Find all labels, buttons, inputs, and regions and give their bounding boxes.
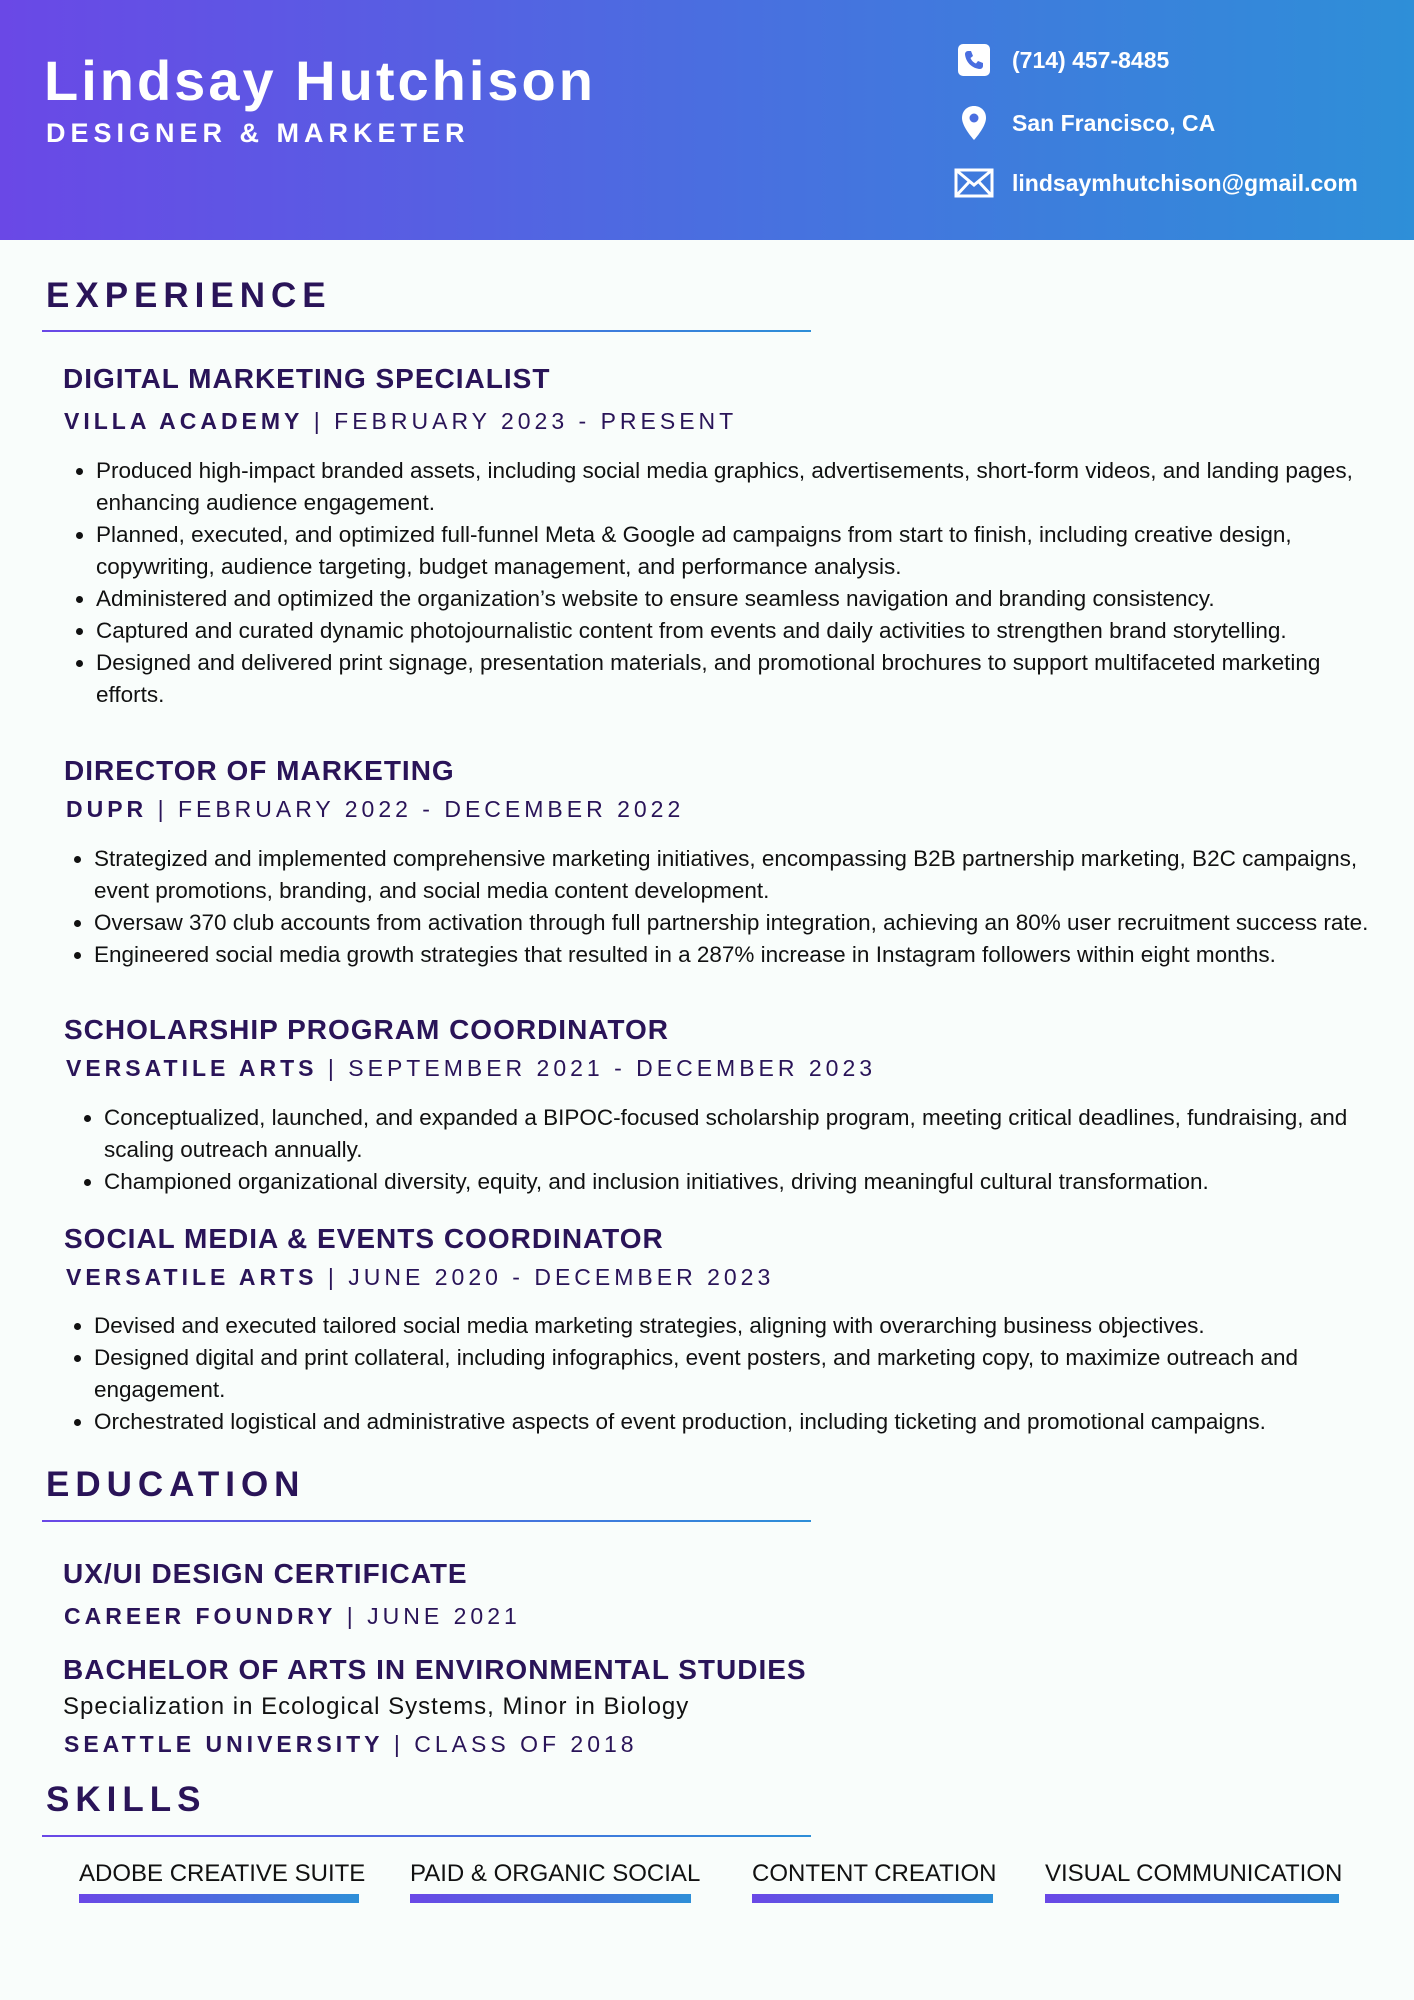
job-title: DIRECTOR OF MARKETING [64,755,455,786]
job-bullets [64,455,1356,711]
bullet-item: • Strategized and implemented comprehensive marketing initiatives, encompassing B2B partnership marketing, B2C campaigns, event promotions, branding, and social media content development. [94,843,1384,907]
job-title: SOCIAL MEDIA & EVENTS COORDINATOR [64,1223,664,1254]
job-dates: FEBRUARY 2023 - PRESENT [334,408,738,434]
section-divider [42,1835,811,1837]
job-dates: SEPTEMBER 2021 - DECEMBER 2023 [348,1055,877,1081]
meta-separator: | [393,1731,404,1757]
job-org: VERSATILE ARTS [66,1055,318,1081]
education-meta [64,1603,521,1630]
education-dates: CLASS OF 2018 [414,1731,638,1757]
education-dates: JUNE 2021 [367,1603,521,1629]
job-title: SCHOLARSHIP PROGRAM COORDINATOR [64,1014,670,1045]
education-heading: EDUCATION [46,1465,306,1504]
candidate-title: DESIGNER & MARKETER [46,118,470,148]
phone-number[interactable]: (714) 457-8485 [1012,46,1170,73]
bullet-item: • Engineered social media growth strategies that resulted in a 287% increase in Instagram followers within eight months. [94,939,1384,971]
skill-tag [79,1860,365,1903]
job-dates: JUNE 2020 - DECEMBER 2023 [348,1264,775,1290]
skill-tag [410,1860,700,1903]
job-dates: FEBRUARY 2022 - DECEMBER 2022 [177,796,685,822]
skill-tag [752,1860,996,1903]
education-org: SEATTLE UNIVERSITY [64,1731,384,1757]
skill-tag [1045,1860,1342,1903]
bullet-item: • Designed digital and print collateral, including infographics, event posters, and marketing copy, to maximize outreach and engagement. [94,1342,1384,1406]
skill-label: ADOBE CREATIVE SUITE [79,1860,366,1887]
header-banner [0,0,1414,240]
job-bullets [72,1102,1354,1198]
job-org: VERSATILE ARTS [66,1264,318,1290]
job-bullets [62,843,1384,971]
job-meta [66,796,684,823]
email-link[interactable]: lindsaymhutchison@gmail.com [1012,169,1358,196]
contact-phone [954,40,1169,80]
skills-heading: SKILLS [46,1780,207,1819]
meta-separator: | [313,408,324,434]
bullet-item: • Orchestrated logistical and administrative aspects of event production, including ticketing and promotional campaigns. [94,1406,1384,1438]
meta-separator: | [327,1055,338,1081]
job-meta [64,408,737,435]
job-title: DIGITAL MARKETING SPECIALIST [63,363,551,394]
job-meta [66,1264,774,1291]
mail-icon [954,163,994,203]
job-bullets [62,1310,1384,1438]
education-detail: Specialization in Ecological Systems, Minor in Biology [63,1693,690,1720]
phone-icon [954,40,994,80]
skill-bar [79,1894,359,1903]
bullet-item: • Oversaw 370 club accounts from activation through full partnership integration, achieving an 80% user recruitment success rate. [94,907,1384,939]
skill-bar [410,1894,691,1903]
job-org: DUPR [66,796,148,822]
skill-label: VISUAL COMMUNICATION [1045,1860,1343,1887]
experience-heading: EXPERIENCE [46,276,332,315]
education-title: BACHELOR OF ARTS IN ENVIRONMENTAL STUDIES [63,1654,807,1685]
candidate-name: Lindsay Hutchison [44,49,596,112]
job-org: VILLA ACADEMY [64,408,304,434]
bullet-item: • Championed organizational diversity, equity, and inclusion initiatives, driving meaningful cultural transformation. [104,1166,1354,1198]
education-org: CAREER FOUNDRY [64,1603,337,1629]
bullet-item: • Captured and curated dynamic photojournalistic content from events and daily activities to strengthen brand storytelling. [96,615,1356,647]
bullet-item: • Planned, executed, and optimized full-funnel Meta & Google ad campaigns from start to finish, including creative design, copywriting, audience targeting, budget management, and performance analysis. [96,519,1356,583]
job-meta [66,1055,876,1082]
contact-location [954,103,1215,143]
section-divider [42,330,811,332]
meta-separator: | [327,1264,338,1290]
skill-label: CONTENT CREATION [752,1860,997,1887]
bullet-item: • Designed and delivered print signage, presentation materials, and promotional brochures to support multifaceted marketing efforts. [96,647,1356,711]
section-divider [42,1520,811,1522]
bullet-item: • Administered and optimized the organization’s website to ensure seamless navigation and branding consistency. [96,583,1356,615]
location-pin-icon [954,103,994,143]
education-title: UX/UI DESIGN CERTIFICATE [63,1558,468,1589]
meta-separator: | [157,796,168,822]
skill-bar [1045,1894,1339,1903]
bullet-item: • Devised and executed tailored social media marketing strategies, aligning with overarching business objectives. [94,1310,1384,1342]
skill-label: PAID & ORGANIC SOCIAL [410,1860,701,1887]
bullet-item: • Produced high-impact branded assets, including social media graphics, advertisements, short-form videos, and landing pages, enhancing audience engagement. [96,455,1356,519]
skill-bar [752,1894,993,1903]
meta-separator: | [346,1603,357,1629]
contact-email [954,163,1358,203]
bullet-item: • Conceptualized, launched, and expanded a BIPOC-focused scholarship program, meeting critical deadlines, fundraising, and scaling outreach annually. [104,1102,1354,1166]
education-meta [64,1731,638,1758]
location-text: San Francisco, CA [1012,109,1216,136]
